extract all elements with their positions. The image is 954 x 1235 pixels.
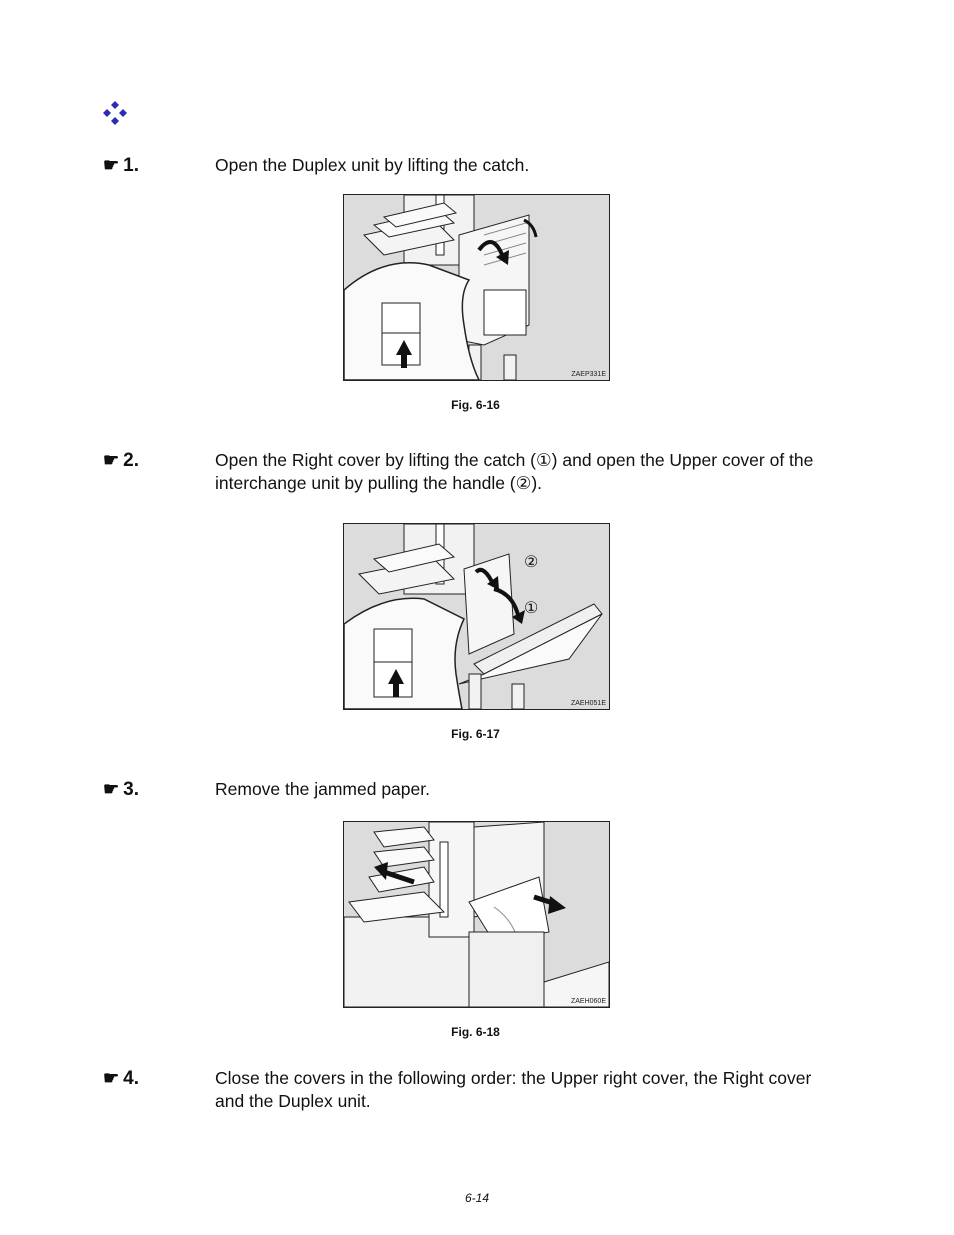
pointing-hand-icon: ☛ <box>103 450 120 470</box>
figure-code: ZAEH051E <box>570 700 606 707</box>
pointing-hand-icon: ☛ <box>103 779 120 799</box>
figure-6-16-caption: Fig. 6-16 <box>451 398 500 412</box>
step-1-marker <box>103 154 139 177</box>
step-3-number: 3. <box>123 779 139 800</box>
figure-6-16 <box>343 194 610 381</box>
pointing-hand-icon: ☛ <box>103 155 120 175</box>
step-4-number: 4. <box>123 1068 139 1089</box>
figure-code: ZAEP331E <box>571 371 606 378</box>
figure-6-18-caption: Fig. 6-18 <box>451 1025 500 1039</box>
step-1-text: Open the Duplex unit by lifting the catch. <box>215 155 530 175</box>
section-diamond-icon <box>103 101 127 125</box>
figure-code: ZAEH060E <box>570 998 606 1005</box>
step-3-marker <box>103 778 139 801</box>
callout-1: ① <box>524 600 539 617</box>
step-4-text: Close the covers in the following order: the Upper right cover, the Right cover and the Duplex unit. <box>215 1068 812 1111</box>
step-2-text: Open the Right cover by lifting the catch (①) and open the Upper cover of the interchange unit by pulling the handle (②). <box>215 450 814 493</box>
pointing-hand-icon: ☛ <box>103 1068 120 1088</box>
page-number: 6-14 <box>464 1191 490 1205</box>
callout-2: ② <box>524 554 539 571</box>
figure-6-17-caption: Fig. 6-17 <box>451 727 500 741</box>
figure-6-17 <box>343 523 610 710</box>
step-2-marker <box>103 449 139 472</box>
step-2-number: 2. <box>123 450 139 471</box>
step-4-marker <box>103 1067 139 1090</box>
step-1-number: 1. <box>123 155 139 176</box>
step-3-text: Remove the jammed paper. <box>215 779 430 799</box>
figure-6-18 <box>343 821 610 1008</box>
